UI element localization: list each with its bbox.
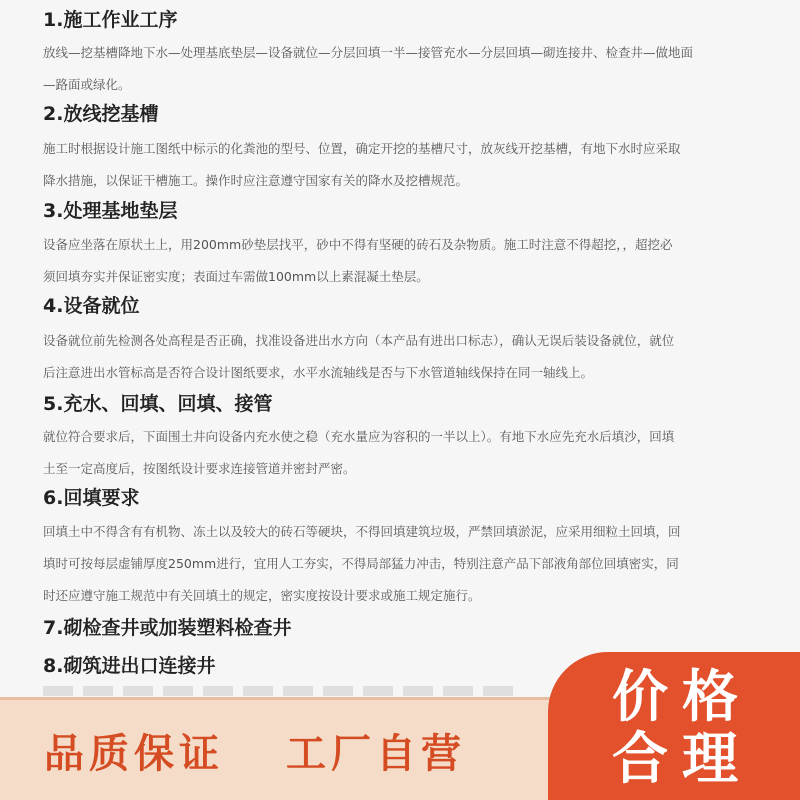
price-badge-top: 价格 <box>612 665 752 730</box>
section-heading-5: 5.充水、回填、回填、接管 <box>43 393 273 415</box>
faded-text-line <box>43 686 513 696</box>
text-line: 施工时根据设计施工图纸中标示的化粪池的型号、位置，确定开挖的基槽尺寸，放灰线开挖基槽，有地下水时应采取 <box>43 141 681 156</box>
section-heading-7: 7.砌检查井或加装塑料检查井 <box>43 617 292 639</box>
section-text-3 <box>43 229 771 293</box>
text-line: 设备应坐落在原状土上，用200mm砂垫层找平，砂中不得有坚硬的砖石及杂物质。施工时注意不得超挖，，超挖必 <box>43 237 673 252</box>
section-text-5 <box>43 421 771 485</box>
text-line: 放线—挖基槽降地下水—处理基底垫层—设备就位—分层回填一半—接管充水—分层回填—砌连接井、检查井—做地面 <box>43 45 694 60</box>
text-line: 后注意进出水管标高是否符合设计图纸要求，水平水流轴线是否与下水管道轴线保持在同一轴线上。 <box>43 365 594 380</box>
slogan-quality: 品质保证 <box>44 731 224 777</box>
section-heading-1: 1.施工作业工序 <box>43 9 178 31</box>
text-line: 设备就位前先检测各处高程是否正确，找准设备进出水方向（本产品有进出口标志），确认无误后装设备就位，就位 <box>43 333 675 348</box>
section-heading-8: 8.砌筑进出口连接井 <box>43 655 216 677</box>
section-heading-4: 4.设备就位 <box>43 295 140 317</box>
text-line: 填时可按每层虚铺厚度250mm进行，宜用人工夯实，不得局部猛力冲击，特别注意产品下部液角部位回填密实，同 <box>43 556 679 571</box>
section-heading-6: 6.回填要求 <box>43 487 140 509</box>
text-line: 回填土中不得含有有机物、冻土以及较大的砖石等硬块，不得回填建筑垃圾，严禁回填淤泥，应采用细粒土回填，回 <box>43 524 681 539</box>
section-text-1 <box>43 37 771 101</box>
price-badge-bottom: 合理 <box>612 727 752 792</box>
text-line: 土至一定高度后，按图纸设计要求连接管道并密封严密。 <box>43 461 356 476</box>
slogan-factory: 工厂自营 <box>286 731 466 777</box>
section-heading-2: 2.放线挖基槽 <box>43 103 159 125</box>
text-line: 降水措施，以保证干槽施工。操作时应注意遵守国家有关的降水及挖槽规范。 <box>43 173 469 188</box>
text-line: 就位符合要求后，下面围土井向设备内充水使之稳（充水量应为容积的一半以上）。有地下水应先充水后填沙，回填 <box>43 429 675 444</box>
section-text-4 <box>43 325 771 389</box>
section-text-6 <box>43 516 771 612</box>
section-text-2 <box>43 133 771 197</box>
section-heading-3: 3.处理基地垫层 <box>43 200 178 222</box>
text-line: —路面或绿化。 <box>43 77 131 92</box>
text-line: 须回填夯实并保证密实度；表面过车需做100mm以上素混凝土垫层。 <box>43 269 429 284</box>
text-line: 时还应遵守施工规范中有关回填土的规定，密实度按设计要求或施工规定施行。 <box>43 588 481 603</box>
